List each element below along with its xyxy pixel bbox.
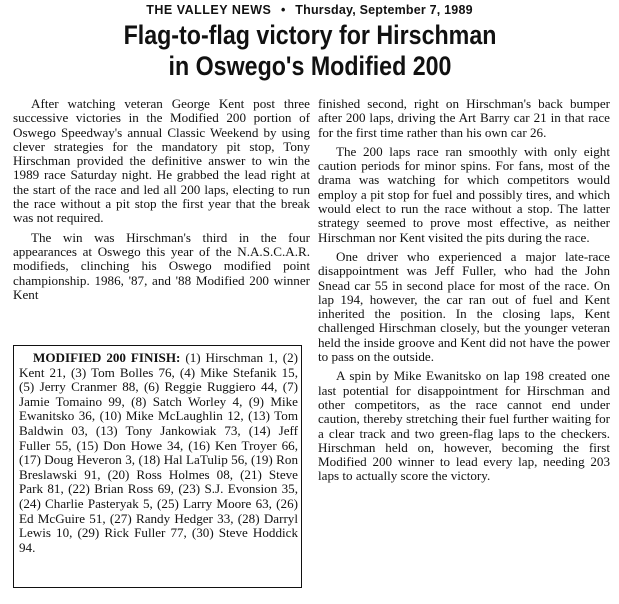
- article-column-right: [318, 97, 610, 484]
- article-column-left: [13, 97, 310, 302]
- publication-date: Thursday, September 7, 1989: [295, 3, 473, 17]
- article-paragraph: One driver who experienced a major late-race disappointment was Jeff Fuller, who had the John Snead car 55 in second place for most of the race. On lap 194, however, the car ran out of fuel and Kent inherited the position. In the closing laps, Kent challenged Hirschman closely, but the younger veteran held the inside groove and Kent did not have the power to pass on the outside.: [318, 248, 610, 365]
- finish-results-list: (1) Hirschman 1, (2) Kent 21, (3) Tom Bolles 76, (4) Mike Stefanik 15, (5) Jerry Cranmer 88, (6) Reggie Ruggiero 44, (7) Jamie Tomaino 99, (8) Satch Worley 4, (9) Mike Ewanitsko 36, (10) Mike McLaughlin 12, (13) Tom Baldwin 03, (13) Tony Jankowiak 73, (14) Jeff Fuller 55, (15) Don Howe 34, (16) Ken Troyer 66, (17) Doug Heveron 3, (18) Hal LaTulip 56, (19) Ron Breslawski 91, (20) Ross Holmes 08, (21) Steve Park 81, (22) Brian Ross 69, (23) S.J. Evonsion 35, (24) Charlie Pasteryak 5, (25) Larry Moore 63, (26) Ed McGuire 51, (27) Randy Hedger 33, (28) Darryl Lewis 10, (29) Rick Fuller 77, (30) Steve Hoddick 94.: [19, 350, 298, 555]
- dateline-separator: •: [281, 3, 286, 17]
- headline-line-2: in Oswego's Modified 200: [168, 51, 452, 81]
- article-paragraph: finished second, right on Hirschman's back bumper after 200 laps, driving the Art Barry car 21 in that race for the first time rather than his own car 26.: [318, 96, 610, 140]
- article-paragraph: The win was Hirschman's third in the four appearances at Oswego this year of the N.A.S.C.A.R. modifieds, clinching his Oswego modified point championship. 1986, '87, and '88 Modified 200 winner Kent: [13, 229, 310, 302]
- headline: [95, 20, 525, 82]
- dateline: [0, 3, 619, 17]
- finish-results-box: [13, 345, 302, 588]
- finish-results-text: [19, 351, 298, 555]
- article-paragraph: The 200 laps race ran smoothly with only eight caution periods for minor spins. For fans, most of the drama was watching for which competitors would employ a pit stop for fuel and possibly tires, and which would elect to run the race without a stop. The latter strategy seemed to prove most effective, as neither Hirschman nor Kent visited the pits during the race.: [318, 143, 610, 245]
- headline-line-1: Flag-to-flag victory for Hirschman: [123, 20, 497, 50]
- article-paragraph: A spin by Mike Ewanitsko on lap 198 created one last potential for disappointment for Hirschman and other competitors, as the race cannot end under caution, thereby stretching their fuel further waiting for a clear track and two green-flag laps to the checkers. Hirschman held on, however, becoming the first Modified 200 winner to lead every lap, needing 203 laps to actually score the victory.: [318, 368, 610, 484]
- finish-results-lead: MODIFIED 200 FINISH:: [33, 350, 181, 365]
- newspaper-name: THE VALLEY NEWS: [146, 3, 272, 17]
- article-paragraph: After watching veteran George Kent post three successive victories in the Modified 200 portion of Oswego Speedway's annual Classic Weekend by using clever strategies for the mandatory pit stop, Tony Hirschman provided the definitive answer to win the 1989 race Saturday night. He grabbed the lead right at the start of the race and led all 200 laps, electing to run the race without a pit stop the first year that the break was not required.: [13, 96, 310, 226]
